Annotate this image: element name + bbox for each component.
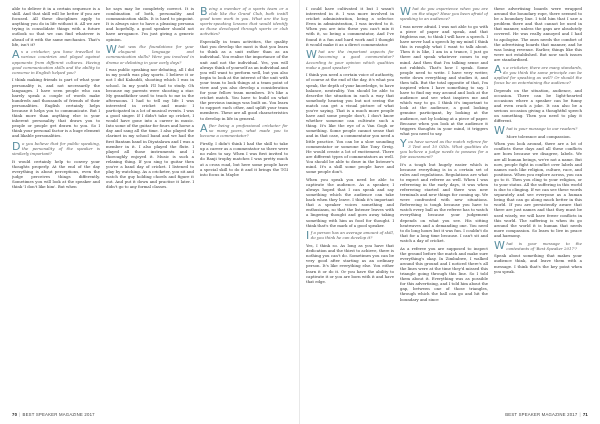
interview-answer: I think you need a certain voice of authority, of course at the end of the day, it's what you speak, the depth of your knowledge, to have balance, neutrality. You should be able to describe the situation in such a way that somebody hearing you but not seeing the match can get a visual picture of what you're saying. That is a much more people have and some people don't, I don't know whether someone can cultivate such a thing. It's like the eye of a Van Gogh or something. Some people cannot sense that and in that case, a commentator you need a little practice. You can be a slow sounding commentator or someone like Tony Greig. He would create a lot of excitement. There are different types of commentators as well. You should be able to draw in the listener's mind. It's a skill some people have and some people don't. [306, 72, 394, 175]
interview-answer: As a referee you are supposed to inspect the ground before the match and make sure everything's okay. In Zimbabwe, I walked around this ground and I noticed there's all the lines were at the time they'd missed this triangle going through this line. So I told them about it. Everything was as possible for this advertising, and I told him about the gap, between one of those triangles, through which the ball can go and hit the boundary and since [400, 245, 488, 302]
interview-question: What are the important aspects for becoming a good commentator? According to your opinion which qualities make a good speaker? [306, 47, 394, 70]
interview-answer: I was never afraid. I was not able to go with a piece of paper and speak, and that frightens me, to think I will have a speech. I have never had a speech by my mind I think this is roughly what I want to talk about. Then it is like, I am in a trance, I just go there and speak whatever comes to my mind. And then that I'm talking sense and not rubbish. That's how I speak. Some people need to write. I have very writer, write down everything and studies it, and then talk. But the total opposite of that, I'm inspired when I have something to say. I have to find my way around and look at the audience and see what inspires me and which way to go. I think it's important to look at the audience, a good looking genuine participant, by looking at the audience, not by looking at a piece of paper. Because when you look at the audience it triggers thoughts in your mind, it triggers what you need to say. [400, 23, 488, 136]
magazine-name: BEST SPEAKER MAGAZINE [505, 412, 566, 417]
interview-answer: Especially in team activities, the quality that you develop the most is that you learn to think as a unit rather than as an individual. You realise the importance of the unit and not the individual. Yes, you will always think of yourself as an individual and you will want to perform well, but you also begin to look at the interest of the unit with your team to look things at a team point of view and you also develop a consideration for your fellow team members. It's like a cricket match. You have to build on what the previous innings was built on. You learn to support each other, and uplift your team members. These are all good characteristics to develop in life in general. [200, 39, 288, 121]
right-page [300, 0, 600, 424]
right-column-3 [494, 6, 582, 406]
interview-answer: Yes, I think so. As long as you have that dedication and the thirst to achieve, there is nothing you can't do. Sometimes you can be very good after starting as an ordinary person. It's like everything else. You either learn it or do it. Or you have the ability to captivate it or you are born with it and have that edge. [306, 243, 394, 284]
magazine-name: BEST SPEAKER MAGAZINE [22, 412, 83, 417]
magazine-year: 2017 [84, 412, 95, 417]
interview-question: Do you believe that for public speaking, the personality of the speaker is similarly important? [12, 139, 100, 157]
interview-answer: Speak about something that makes your audience think, and leave them with a message. I think that's the key point when you speak. [494, 253, 582, 274]
page-number: 70 [12, 412, 18, 417]
interview-answer: Depends on the situation, audience, and occasion. There can be light-hearted occasions where a speaker can be funny and even crack a joke. It can also be a serious occasion giving a thoughtful speech on something. Then you need to play it different. [494, 87, 582, 124]
interview-question: What do you experience when you are on the stage? Have you been afraid of speaking to an audience? [400, 6, 488, 22]
interview-answer: I was public speaking nor debating, all I did in my youth was play sports. I believe it or not I did Kabaddi, shooting which I was in school. In my youth I'll had to study. Oh because my parents were shooting a star. My grandfather used to teach to me in the afternoons. I had to tell my life I was interested in cricket and music I participated in a lot of musical events. I was a good singer. If I didn't take up cricket, I would have gone into a career in music. Into some of the guitar for fours and horse a day and sang all the time. I also played the clarinet in my school band and we had the first Bantam band in Diyatalawa and I was a member in it. I also played the flute. I played all those instruments and I thoroughly enjoyed it. Music is such a relaxing thing. If you sing to guitar then you're a band day of cricket. I listened to play by watching. As a cricketer, you sit and watch the guy holding chords and figure it out. And put it down and practise it later. I didn't go to any formal classes. [106, 67, 194, 190]
page-number: 71 [582, 412, 588, 417]
right-column-1 [306, 6, 394, 406]
interview-question: After being a professional cricketer for so many years, what made you to become a commentator? [200, 121, 288, 139]
interview-question: What was the foundations for your eloquent language and communication skills? Were you involved in drama or debating in your early days? [106, 42, 194, 65]
left-column-2 [106, 6, 194, 406]
interview-answer: these advertising boards were wrapped around the boundary rope, there seemed to be a boundary line. I told him that I saw a problem there and that cannot be used in that manner, unless the gaps are absolutely covered. He was really annoyed and I had to apologise. The ones needs the comfort of the advertising boards that manner, and he was losing revenue. Earlier, things like this were not established. But now such issues are standardised. [494, 6, 582, 62]
magazine-year: 2017 [567, 412, 578, 417]
interview-answer: I could have cultivated it but I wasn't interested in it. I was more involved in cricket administration, being a selector. Even in administration, I was invited to it. When you are into these you can't mix it with it, so being a commentator, And I've found it a fun and hard work and I thought it would make it as a direct commentator. [306, 6, 394, 47]
interview-question: You have served as the match referee for 3 Test and 10 ODIs. What qualities do you believe a judge needs to possess for a fair assessment? [400, 137, 488, 159]
left-page-footer: 70 | BEST SPEAKER MAGAZINE 2017 [12, 412, 95, 417]
interview-answer: It's a tough but hugely easier which is because everything is in a certain set of rules and regulations. Regulations are what to expect and referee as well. When I was refereeing in the early days, it was when refereeing started and there was new terminals and new things for coming up. We were confronted with new situations. Refereeing is tough because you have to watch every ball as the referee has to watch everything because your judgement depends on what you see. His sitting heatwaves and a demanding one. You need to do long hours but it was fun. I couldn't do that for a long time because. I can't sit and watch a day of cricket. [400, 161, 488, 243]
interview-question: As a cricketer, you have travelled to various countries and played against opponents from different cultures. Having good communication skills and the ability to converse in English helped you? [12, 47, 100, 75]
interview-answer: Firstly, I didn't think I had the skill to take up a career as a commentator so there were no rules to say. When I was first invited to do Ranji trophy matches I was pretty much at a cross road, but here some people have a special skill to do it and it brings the TGI into focus in Maybe [200, 141, 288, 177]
interview-question: Being a member of a sports team or a club like the Grand Club, both instill good team work in you. What are the key sports-speaking lessons that would identify as those developed through sports or club activities? [200, 6, 288, 37]
right-page-footer: BEST SPEAKER MAGAZINE 2017 | 71 [505, 412, 588, 417]
interview-question: As a cricketer, there are many standards, do you think the same principle can be applied for speaking as well? Or should the focus be on entertaining the audience? [494, 63, 582, 85]
interview-answer: I think making friends is part of what your personality is, and not necessarily the languages. I have seen people who can barely speak a couple of words make hundreds and thousands of friends of their personalities. English certainly helps because it helps you to communicate. But I think more than anything else is your inherent personality that draws you to people or people get drawn to you. So I think your personal factor is a huge element and likable personalities. [12, 77, 100, 139]
left-column-1 [12, 6, 100, 406]
interview-answer: It would certainly help to convey your thoughts properly. At the end of the day everything is about perceptions, even the judge perceives things differently. Sometimes you will look at the speaker and think 'I don't like him'. But when [12, 159, 100, 190]
interview-question: What is your message to the contestants of 'Best Speaker 2017'? [494, 239, 582, 253]
interview-answer: able to deliver it in a certain sequence is a skill. And that skill will be better if you are focused. All these disciplines apply to anything you do in life without it. All we are trying is consolidate things with a future outlook so that we can find whatever is ahead of it with the same mechanics. That's life, isn't it? [12, 6, 100, 47]
left-column-3 [200, 6, 288, 406]
interview-answer: When you speak you need be able to captivate the audience. As a speaker, I always hoped that I can speak and say something which the audience can take back when they leave. I think it's important that a speaker voices something and enthusiasm, so that the listener leaves with a lingering thought and goes away taking something with him as food for thought. I think that's the mark of a good speaker. [306, 176, 394, 228]
interview-answer: More tolerance and compassion. [506, 133, 571, 139]
right-column-2 [400, 6, 488, 406]
interview-question: If a person has an average amount of skill, do you think he can develop it? [306, 228, 394, 242]
interview-answer: he says may be completely correct. It is combination of both, personality and communication skills. It is hard to pinpoint. It is always nice to have a pleasing persona and hopefully, a good speaker should not have arrogance. I'm just giving a generic opinion. [106, 6, 194, 42]
interview-question: What is your message to our readers? [494, 124, 578, 138]
interview-answer: When you look around, there are a lot of conflicts these days and all these conflicts are born because we disagree, labels. We are all human beings, we're not a name. But now, people fight in conflict over labels and names such like religion, culture, race, and positions. When you explore across, you can go to it. Then you cling to your religion, or to your status. All the suffering in this world is due to clinging. If we can see these words separately and see everyone as a human being that can go along much better in this world. If you are persistently aware that there are just names and that they must be used wisely, we will have fewer conflicts in this world. The suffering is when its go around the world it is human that needs more compassion. So learn to live in peace and harmony. [494, 141, 582, 238]
